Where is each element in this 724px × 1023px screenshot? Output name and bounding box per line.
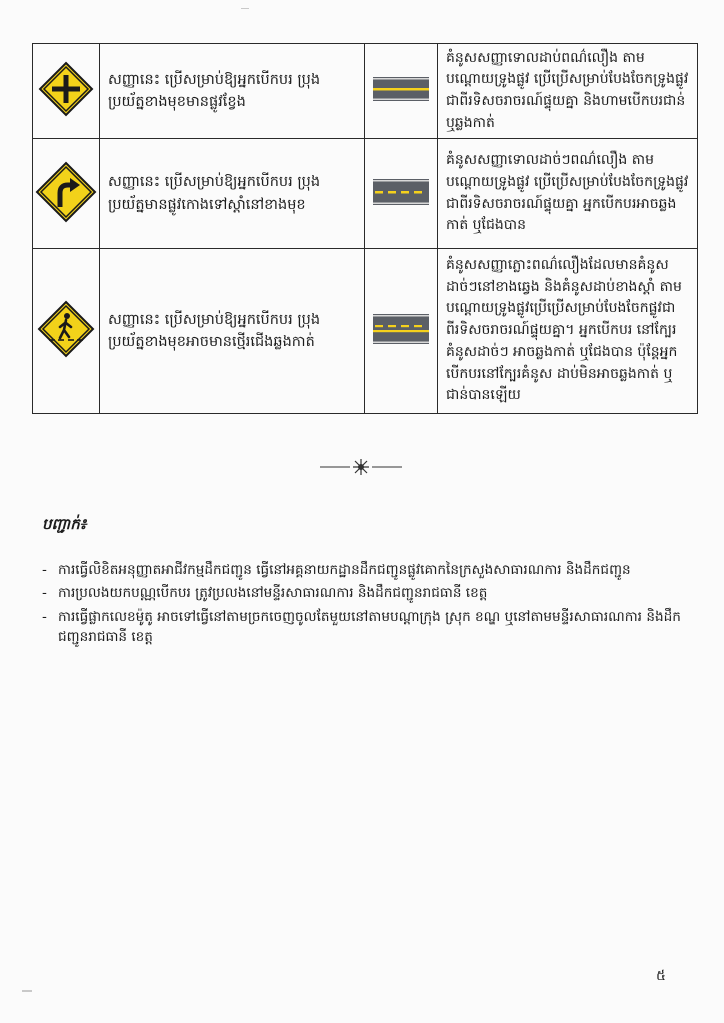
- note-item: - ការធ្វើផ្លាកលេខម៉ូតូ អាចទៅធ្វើនៅតាមច្រកចេញចូលតែមួយនៅតាមបណ្តាក្រុង ស្រុក ខណ្ឌ ឬនៅតាមមន្ទីរសាធារណការ និងដឹកជញ្ជូនរាជធានី ខេត្ត: [42, 608, 681, 646]
- note-text: ការធ្វើលិខិតអនុញ្ញាតអាជីវកម្មដឹកជញ្ជូន ធ្វើនៅអគ្គនាយកដ្ឋានដឹកជញ្ជូនផ្លូវគោកនៃក្រសួងសាធារណការ និងដឹកជញ្ជូន: [58, 562, 631, 578]
- sign-description: សញ្ញានេះ ប្រើសម្រាប់ឱ្យអ្នកបើកបរ ប្រុងប្រយ័ត្នខាងមុខអាចមានថ្មើរជើងឆ្លងកាត់: [100, 249, 365, 414]
- notes-title: បញ្ជាក់៖: [42, 515, 87, 533]
- dashed-and-solid-yellow-line-icon: [373, 314, 429, 344]
- note-item: - ការប្រលងយកបណ្ណបើកបរ ត្រូវប្រលងនៅមន្ទីរសាធារណការ និងដឹកជញ្ជូនរាជធានី ខេត្ត: [42, 585, 488, 602]
- solid-yellow-line-icon: [373, 77, 429, 101]
- road-sign-table: [32, 43, 698, 414]
- sign-description: សញ្ញានេះ ប្រើសម្រាប់ឱ្យអ្នកបើកបរ ប្រុងប្រយ័ត្នមានផ្លូវកោងទៅស្តាំនៅខាងមុខ: [100, 139, 365, 249]
- pedestrian-crossing-sign-icon: [37, 300, 95, 358]
- marking-explanation: គំនូសសញ្ញាទោលដាច់ៗពណ៌លឿង តាមបណ្តោយទ្រូងផ្លូវ ប្រើប្រើសម្រាប់បែងចែកទ្រូងផ្លូវជាពីរទិសចរាចរណ៍ផ្ទុយគ្នា អ្នកបើកបរអាចឆ្លងកាត់ ឬជែងបាន: [438, 139, 698, 249]
- page-number: ៥: [656, 968, 666, 984]
- sign-description: សញ្ញានេះ ប្រើសម្រាប់ឱ្យអ្នកបើកបរ ប្រុងប្រយ័ត្នខាងមុខមានផ្លូវខ្វែង: [100, 44, 365, 139]
- table-row: [33, 139, 698, 249]
- table-row: [33, 249, 698, 414]
- notes-list: [40, 560, 705, 651]
- road-marking-cell: [365, 249, 438, 414]
- note-text: ការធ្វើផ្លាកលេខម៉ូតូ អាចទៅធ្វើនៅតាមច្រកចេញចូលតែមួយនៅតាមបណ្តាក្រុង ស្រុក ខណ្ឌ ឬនៅតាមមន្ទីរសាធារណការ និងដឹកជញ្ជូនរាជធានី ខេត្ត: [58, 608, 681, 646]
- ornament-divider-icon: [320, 458, 402, 476]
- road-marking-cell: [365, 44, 438, 139]
- marking-explanation: គំនូសសញ្ញាទោលដាប់ពណ៌លឿង តាមបណ្តោយទ្រូងផ្លូវ ប្រើប្រើសម្រាប់បែងចែកទ្រូងផ្លូវជាពីរទិសចរាចរណ៍ផ្ទុយគ្នា និងហាមបើកបរជាន់ ឬឆ្លងកាត់: [438, 44, 698, 139]
- sign-cell: [33, 249, 100, 414]
- marking-explanation: គំនូសសញ្ញាភ្លោះពណ៌លឿងដែលមានគំនូសដាច់ៗនៅខាងឆ្វេង និងគំនូសដាប់ខាងស្តាំ តាមបណ្តោយទ្រូងផ្លូវប្រើប្រើសម្រាប់បែងចែកផ្លូវជាពីរទិសចរាចរណ៍ផ្ទុយគ្នា។ អ្នកបើកបរ នៅក្បែរគំនូសដាច់ៗ អាចឆ្លងកាត់ ឬជែងបាន ប៉ុន្តែអ្នកបើកបរនៅក្បែរគំនូស ដាប់មិនអាចឆ្លងកាត់ ឬជាន់បានឡើយ: [438, 249, 698, 414]
- table-row: [33, 44, 698, 139]
- note-item: - ការធ្វើលិខិតអនុញ្ញាតអាជីវកម្មដឹកជញ្ជូន ធ្វើនៅអគ្គនាយកដ្ឋានដឹកជញ្ជូនផ្លូវគោកនៃក្រសួងសាធារណការ និងដឹកជញ្ជូន: [42, 562, 631, 578]
- crossroad-sign-icon: [38, 61, 94, 117]
- sign-cell: [33, 44, 100, 139]
- scan-mark: [241, 8, 249, 9]
- scan-mark: [22, 990, 32, 992]
- dashed-yellow-line-icon: [373, 179, 429, 205]
- sign-cell: [33, 139, 100, 249]
- note-text: ការប្រលងយកបណ្ណបើកបរ ត្រូវប្រលងនៅមន្ទីរសាធារណការ និងដឹកជញ្ជូនរាជធានី ខេត្ត: [58, 585, 488, 602]
- right-curve-sign-icon: [35, 161, 97, 223]
- road-marking-cell: [365, 139, 438, 249]
